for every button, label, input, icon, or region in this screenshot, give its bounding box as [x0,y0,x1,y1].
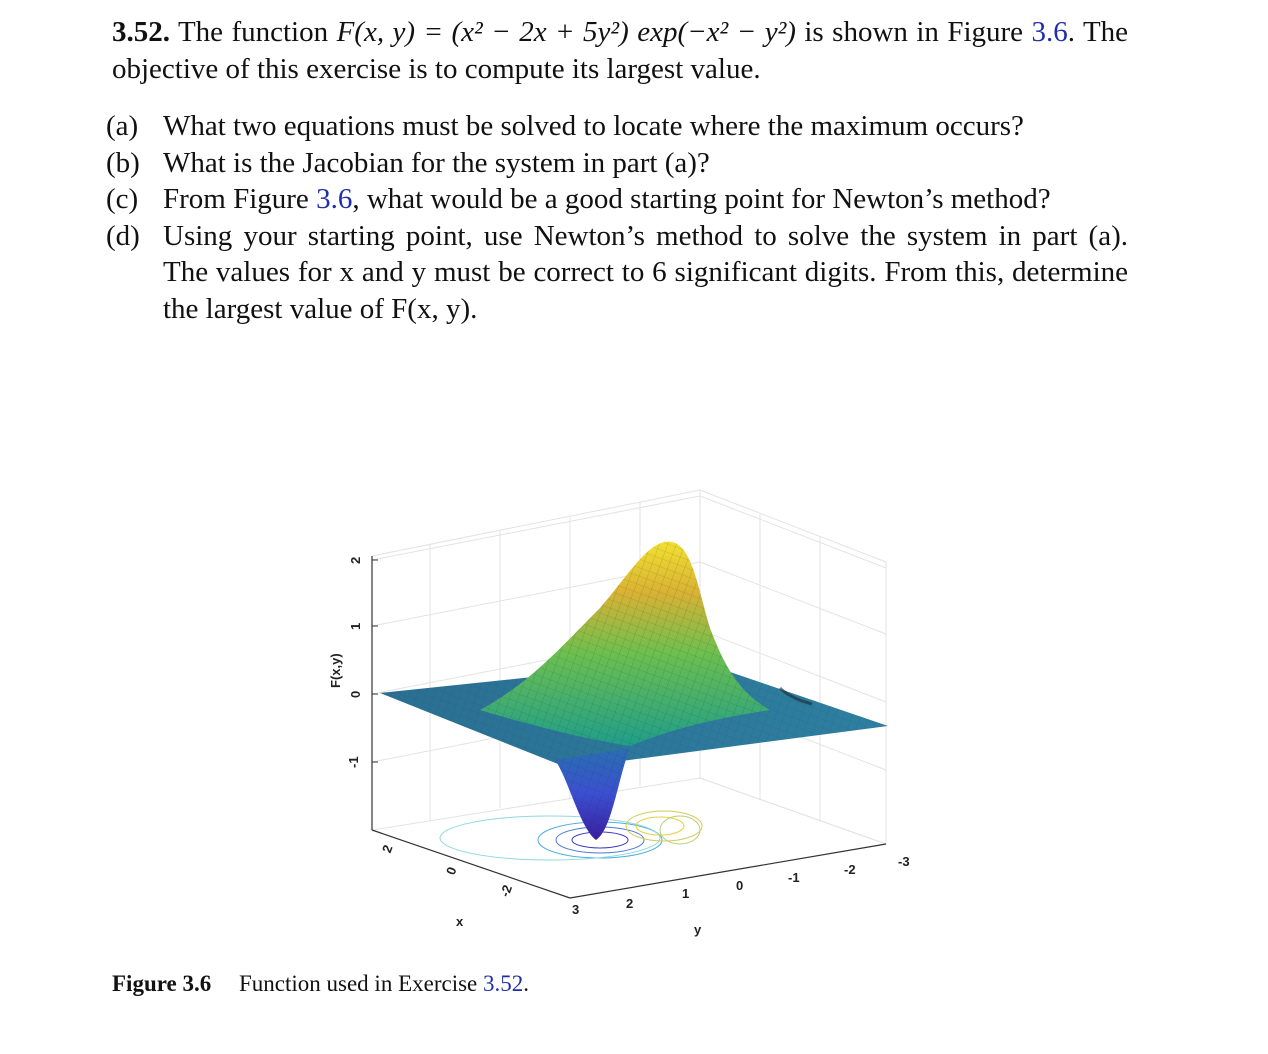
part-b-label: (b) [106,146,140,179]
y-tick-2: 2 [626,896,634,911]
caption-exercise-link[interactable]: 3.52 [483,971,524,996]
function-expression: F(x, y) = (x² − 2x + 5y²) exp(−x² − y²) [336,16,796,48]
z-axis-label: F(x,y) [328,653,343,688]
y-tick-neg3: -3 [898,854,910,869]
z-tick-1: 1 [348,622,363,630]
part-d-text: Using your starting point, use Newton’s method to solve the system in part (a). The values for x and y must be correct to 6 significant digits. From this, determine the largest value of F(x, y). [163,219,1128,325]
x-tick-neg2: -2 [496,882,516,899]
part-a [106,108,1128,145]
y-tick-0: 0 [736,878,744,893]
part-a-label: (a) [106,110,139,142]
part-d [106,218,1128,328]
exercise-parts [106,108,1128,327]
problem-number: 3.52. [112,16,170,48]
y-tick-neg2: -2 [844,862,856,877]
intro-text-3: . The objective of this exercise is to compute its largest value. [112,16,1129,85]
part-b-text: What is the Jacobian for the system in part (a)? [163,146,710,179]
part-c-text-1: From Figure [163,183,309,215]
z-tick-0: 0 [348,690,363,698]
part-b [106,145,1128,182]
x-axis-label: x [456,914,464,929]
caption-label: Figure 3.6 [112,971,212,996]
surface-plot-figure [300,478,950,948]
part-c-figure-link[interactable]: 3.6 [316,183,353,215]
caption-end: . [523,971,529,996]
part-c-label: (c) [106,183,139,215]
figure-reference-link[interactable]: 3.6 [1031,16,1068,48]
intro-text-2: is shown in Figure [804,16,1024,48]
y-tick-neg1: -1 [788,870,800,885]
part-d-label: (d) [106,219,140,252]
floor-contours [440,811,702,860]
caption-text: Function used in Exercise [238,971,478,996]
z-tick-neg1: -1 [346,756,361,768]
surface-plot-svg [300,478,950,948]
part-c [106,181,1128,218]
z-tick-2: 2 [348,556,363,564]
y-tick-1: 1 [682,886,690,901]
y-tick-3: 3 [572,902,580,917]
problem-statement [112,14,1128,87]
x-tick-2: 2 [378,842,396,855]
part-c-text-2: , what would be a good starting point for Newton’s method? [352,183,1051,215]
figure-caption [112,968,529,1000]
x-tick-0: 0 [442,864,460,877]
intro-text-1: The function [177,16,329,48]
part-a-text: What two equations must be solved to locate where the maximum occurs? [163,110,1024,142]
y-axis-label: y [694,922,702,937]
